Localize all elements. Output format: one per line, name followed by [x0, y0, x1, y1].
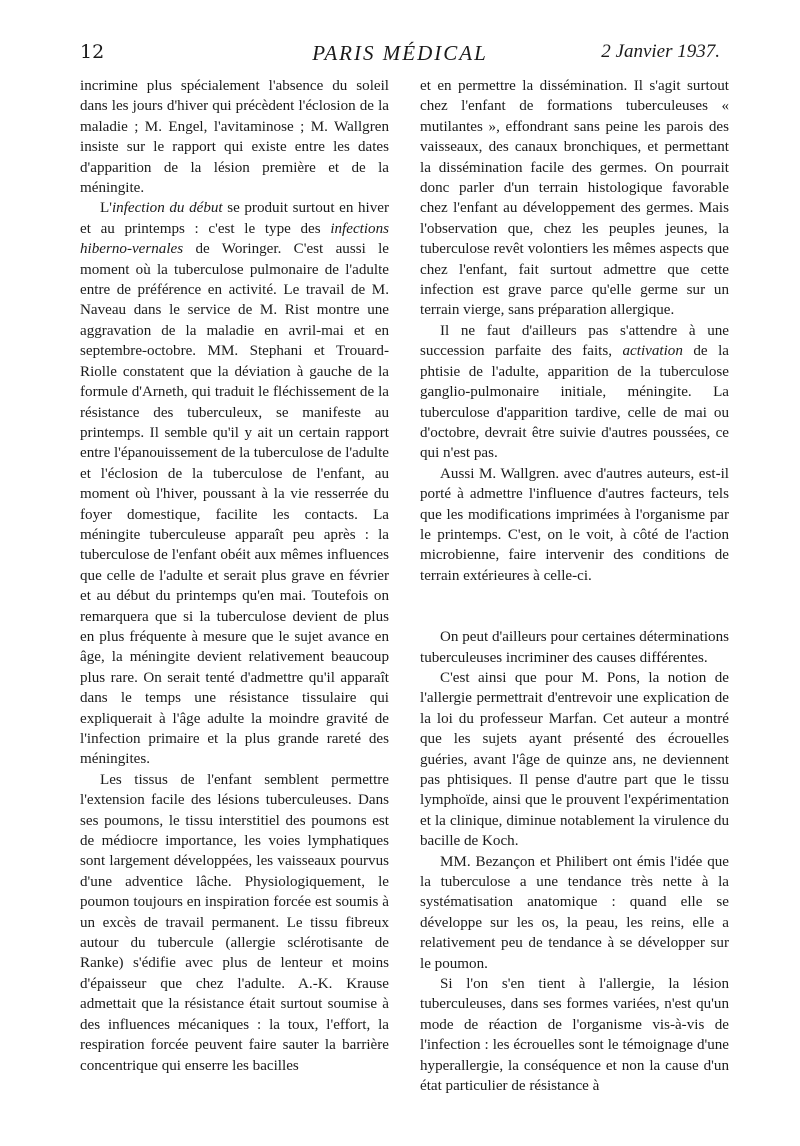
paragraph: Si l'on s'en tient à l'allergie, la lésion tuberculeuses, dans ses formes variées, n'est qu'un mode de réaction de l'organisme vis-à-vis de l'infection : les écrouelles sont le témoignage d'une hyperallergie, la conséquence et non la cause d'un état particulier de résistance à — [420, 976, 729, 1095]
paragraph — [420, 321, 729, 464]
emphasis: activation — [622, 343, 683, 360]
paragraph-text: L' — [100, 200, 112, 217]
paragraph: incrimine plus spécialement l'absence du soleil dans les jours d'hiver qui précèdent l'éclosion de la maladie ; M. Engel, l'avitaminose ; M. Wallgren insiste sur le rapport qui existe entre les dates d'apparition de la lésion première et de la méningite. — [80, 78, 389, 197]
page-header — [80, 41, 720, 67]
paragraph: On peut d'ailleurs pour certaines déterminations tuberculeuses incriminer des causes différentes. — [420, 629, 729, 666]
paragraph: et en permettre la dissémination. Il s'agit surtout chez l'enfant de formations tuberculeuses « mutilantes », effondrant sans peine les parois des vaisseaux, des canaux bronchiques, et permettant la dissémination facile des germes. On pourrait donc parler d'un terrain histologique favorable chez l'enfant au développement des germes. Mais l'observation que, chez les peuples jeunes, la tuberculose revêt volontiers les mêmes aspects que chez l'enfant, fait surtout admettre que cette infection est grave parce qu'elle germe sur un terrain vierge, sans préparation allergique. — [420, 78, 729, 319]
emphasis: infection du début — [111, 200, 223, 217]
paragraph-text: Il ne faut d'ailleurs pas s'attendre à une succession parfaite des faits, — [420, 322, 729, 360]
emphasis: infections hiberno-vernales — [80, 220, 389, 258]
paragraph-text: de Woringer. C'est aussi le moment où la tuberculose pulmonaire de l'adulte entre de préférence en activité. Le travail de M. Naveau dans le service de M. Rist montre une aggravation de la maladie en avril-mai et en septembre-octobre. MM. Stephani et Trouard-Riolle constatent que la déviation à gauche de la formule d'Arneth, qui traduit le fléchissement de la résistance des tuberculeux, se manifeste au printemps. Il semble qu'il y ait un certain rapport entre l'épanouissement de la tuberculose de l'adulte et l'éclosion de la tuberculose de l'enfant, au moment où l'hiver, poussant à la vie resserrée du foyer domestique, facilite les contacts. La méningite tuberculeuse apparaît peu après : la tuberculose de l'enfant obéit aux mêmes influences que celle de l'adulte et serait plus grave en février et au début du printemps qu'en mai. Toutefois on remarquera que si la tuberculose devient de plus en plus fréquente à mesure que le sujet avance en âge, la méningite devient relativement beaucoup plus rare. On serait tenté d'admettre qu'il apparaît dans le temps une résistance tissulaire qui expliquerait à l'âge adulte la moindre gravité de l'infection primaire et la plus grande rareté des méningites. — [80, 241, 389, 768]
left-column — [80, 76, 389, 1076]
page-number: 12 — [80, 41, 105, 63]
journal-title: PARIS MÉDICAL — [312, 41, 488, 65]
paragraph-text: de la phtisie de l'adulte, apparition de la tuberculose ganglio-pulmonaire initiale, méningite. La tuberculose d'apparition tardive, celle de mai ou d'octobre, devrait être suivie d'autres poussées, ce qui n'est pas. — [420, 343, 729, 462]
paragraph-text: se produit surtout en hiver et au printemps : c'est le type des — [80, 200, 389, 237]
paragraph — [80, 198, 389, 769]
section-gap — [420, 586, 729, 627]
right-column — [420, 76, 729, 1097]
paragraph: Aussi M. Wallgren. avec d'autres auteurs, est-il porté à admettre l'influence d'autres facteurs, tels que les modifications imprimées à l'organisme par le printemps. C'est, on le voit, à côté de l'action microbienne, faire intervenir des conditions de terrain extérieures à celle-ci. — [420, 465, 729, 584]
paragraph: MM. Bezançon et Philibert ont émis l'idée que la tuberculose a une tendance très nette à la systématisation anatomique : quand elle se développe sur les os, la peau, les reins, elle a relativement peu de tendance à se développer sur le poumon. — [420, 853, 729, 972]
issue-date: 2 Janvier 1937. — [601, 41, 720, 62]
paragraph: C'est ainsi que pour M. Pons, la notion de l'allergie permettrait d'entrevoir une explication de la loi du professeur Marfan. Cet auteur a montré que les sujets ayant présenté des écrouelles guéries, avant l'âge de quinze ans, ne deviennent pas phtisiques. Il pense d'autre part que le tissu lymphoïde, ainsi que le prouvent l'expérimentation et la clinique, diminue notablement la virulence du bacille de Koch. — [420, 669, 729, 850]
paragraph: Les tissus de l'enfant semblent permettre l'extension facile des lésions tuberculeuses. Dans ses poumons, le tissu interstitiel des poumons est de médiocre importance, les voies lymphatiques sont largement développées, les vaisseaux pourvus d'une adventice lâche. Physiologiquement, le poumon toujours en inspiration forcée est soumis à un excès de travail permanent. Le tissu fibreux autour du tubercule (allergie sclérotisante de Ranke) s'édifie avec plus de lenteur et moins d'épaisseur que chez l'adulte. A.-K. Krause admettait que la résistance était surtout soumise à des influences mécaniques : la toux, l'effort, la respiration forcée peuvent faire sauter la barrière concentrique qui enserre les bacilles — [80, 771, 389, 1074]
